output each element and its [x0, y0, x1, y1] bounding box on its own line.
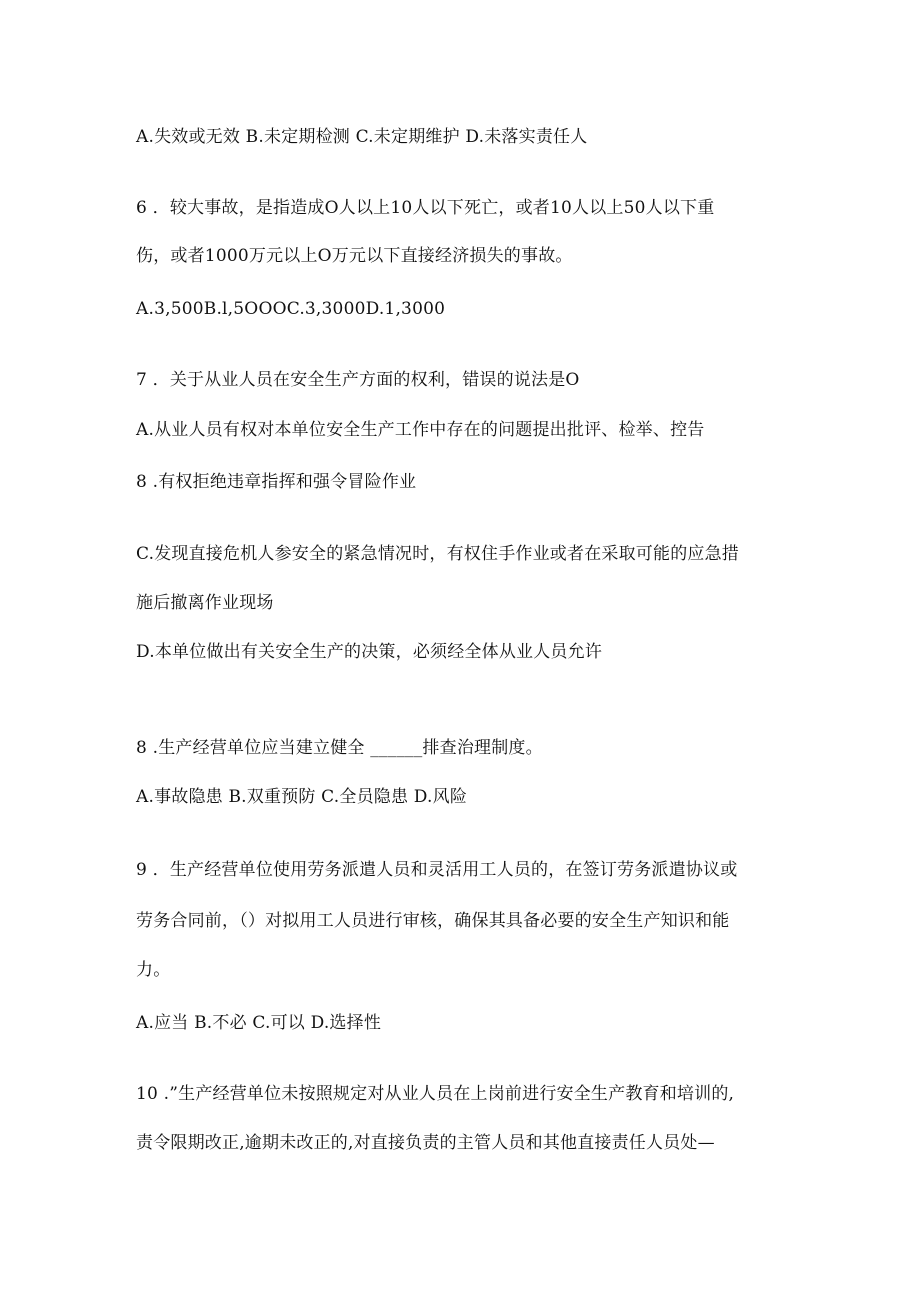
q7-question: 7 ．关于从业人员在安全生产方面的权利，错误的说法是O — [136, 370, 580, 390]
q6-question-line-2: 伤，或者1000万元以上O万元以下直接经济损失的事故。 — [136, 246, 573, 266]
q8-options: A.事故隐患 B.双重预防 C.全员隐患 D.风险 — [136, 787, 468, 807]
q9-options: A.应当 B.不必 C.可以 D.选择性 — [136, 1013, 382, 1033]
q9-question-line-1: 9 ．生产经营单位使用劳务派遣人员和灵活用工人员的，在签订劳务派遣协议或 — [136, 860, 738, 880]
q6-options: A.3,500B.l,5OOOC.3,3000D.1,3000 — [136, 299, 446, 319]
q7-option-c-line-1: C.发现直接危机人参安全的紧急情况时，有权住手作业或者在采取可能的应急措 — [136, 544, 740, 564]
q9-question-line-3: 力。 — [136, 960, 171, 980]
q7-option-c-line-2: 施后撤离作业现场 — [136, 593, 274, 613]
q9-question-line-2: 劳务合同前，（）对拟用工人员进行审核，确保其具备必要的安全生产知识和能 — [136, 911, 730, 931]
q7-option-b: 8 .有权拒绝违章指挥和强令冒险作业 — [136, 472, 417, 492]
q8-question: 8 .生产经营单位应当建立健全 ______排查治理制度。 — [136, 738, 543, 758]
q5-options: A.失效或无效 B.未定期检测 C.未定期维护 D.未落实责任人 — [136, 127, 588, 147]
q10-question-line-1: 10 .”生产经营单位未按照规定对从业人员在上岗前进行安全生产教育和培训的, — [136, 1084, 735, 1104]
q6-question-line-1: 6 ．较大事故，是指造成O人以上10人以下死亡，或者10人以上50人以下重 — [136, 198, 715, 218]
q10-question-line-2: 责令限期改正,逾期未改正的,对直接负责的主管人员和其他直接责任人员处— — [136, 1133, 715, 1153]
q7-option-d: D.本单位做出有关安全生产的决策，必须经全体从业人员允许 — [136, 642, 603, 662]
q7-option-a: A.从业人员有权对本单位安全生产工作中存在的问题提出批评、检举、控告 — [136, 420, 705, 440]
